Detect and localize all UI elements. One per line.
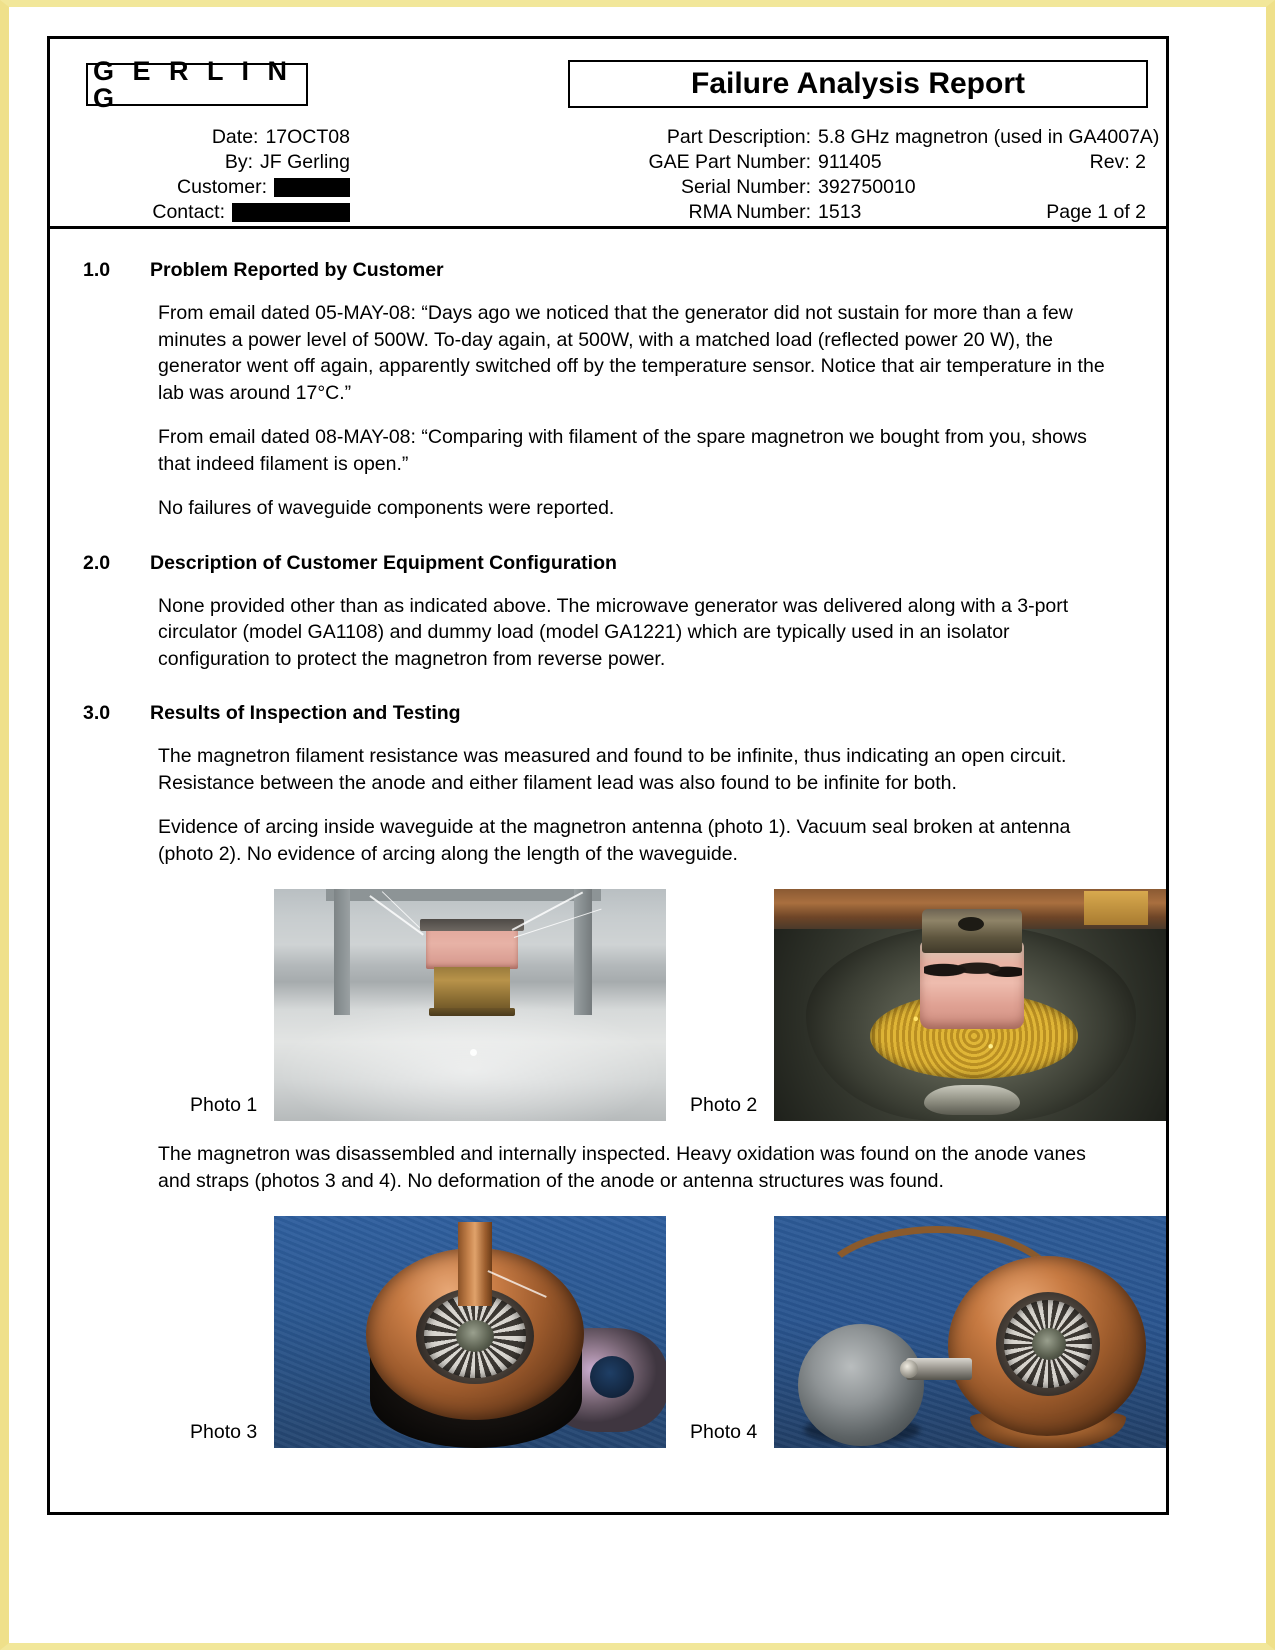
field-gae-part-number-label: GAE Part Number: — [648, 151, 811, 173]
page-title: Failure Analysis Report — [691, 67, 1025, 100]
field-part-description-label: Part Description: — [666, 126, 811, 148]
page-white-area — [9, 7, 1266, 1643]
field-by-label: By: — [224, 151, 254, 173]
header-left-fields — [50, 125, 350, 225]
section-2-title: Description of Customer Equipment Configuration — [150, 551, 617, 574]
field-customer-value — [274, 176, 350, 199]
section-3-title: Results of Inspection and Testing — [150, 702, 461, 724]
section-1-title: Problem Reported by Customer — [150, 259, 444, 281]
redaction-bar-customer — [274, 178, 350, 197]
field-date-value: 17OCT08 — [265, 126, 350, 148]
field-date-label: Date: — [211, 126, 259, 148]
header-right-fields — [350, 125, 1160, 225]
section-1 — [50, 259, 1166, 522]
field-rma-number-label: RMA Number: — [688, 201, 811, 223]
company-logo-text: G E R L I N G — [93, 55, 293, 113]
field-serial-number — [350, 175, 1150, 200]
section-1-paragraph-2: From email dated 08-MAY-08: “Comparing with filament of the spare magnetron we bought from you, shows that indeed filament is open.” — [158, 426, 1087, 475]
field-rma-number — [350, 200, 1150, 225]
section-3-number: 3.0 — [83, 702, 111, 724]
field-gae-part-number-value: 911405 — [818, 151, 882, 173]
section-2-paragraph-1: None provided other than as indicated above. The microwave generator was delivered along with a 3-port circulator (model GA1108) and dummy load (model GA1221) which are typically used in an isolator configuration to protect the magnetron from reverse power. — [158, 594, 1069, 670]
photo-4-caption: Photo 4 — [690, 1421, 758, 1443]
field-serial-number-value: 392750010 — [818, 176, 916, 198]
section-2 — [50, 552, 1166, 673]
field-by — [50, 150, 350, 175]
report-title-box — [568, 60, 1148, 108]
photo-3-image — [274, 1216, 666, 1448]
section-1-paragraph-1: From email dated 05-MAY-08: “Days ago we noticed that the generator did not sustain for more than a few minutes a power level of 500W. To-day again, at 500W, with a matched load (reflected power 20 W), the generator went off again, apparently switched off by the temperature sensor. Notice that air temperature in the lab was around 17°C.” — [158, 302, 1105, 404]
page-number: Page 1 of 2 — [1046, 201, 1146, 223]
field-contact-label: Contact: — [152, 201, 225, 223]
section-3-heading — [50, 702, 1166, 725]
field-contact — [50, 200, 350, 225]
section-3 — [50, 702, 1166, 1454]
section-1-number: 1.0 — [83, 259, 111, 281]
photo-1-block — [190, 889, 666, 1121]
document-frame — [47, 36, 1169, 1515]
photo-1-caption: Photo 1 — [190, 1094, 258, 1116]
field-date — [50, 125, 350, 150]
field-customer — [50, 175, 350, 200]
section-3-paragraph-1: The magnetron filament resistance was measured and found to be infinite, thus indicating an open circuit. Resistance between the anode and either filament lead was also found to be infinite for both. — [158, 745, 1067, 794]
field-by-value: JF Gerling — [260, 151, 350, 173]
section-1-heading — [50, 259, 1166, 282]
field-contact-value — [232, 201, 350, 224]
field-rma-number-value: 1513 — [818, 201, 862, 223]
field-part-description — [350, 125, 1160, 150]
field-rev: Rev: 2 — [1089, 151, 1146, 173]
field-gae-part-number — [350, 150, 1150, 175]
photo-2-block — [690, 889, 1166, 1121]
company-logo — [86, 55, 308, 113]
report-header — [50, 39, 1166, 229]
photo-2-image — [774, 889, 1166, 1121]
section-3-paragraph-2: Evidence of arcing inside waveguide at the magnetron antenna (photo 1). Vacuum seal broken at antenna (photo 2). No evidence of arcing along the length of the waveguide. — [158, 816, 1071, 865]
photo-row-2 — [50, 1216, 1166, 1454]
field-serial-number-label: Serial Number: — [680, 176, 811, 198]
photo-2-caption: Photo 2 — [690, 1094, 758, 1116]
section-2-heading — [50, 552, 1166, 575]
field-part-description-value: 5.8 GHz magnetron (used in GA4007A) — [818, 126, 1160, 148]
section-2-number: 2.0 — [83, 551, 111, 574]
photo-4-block — [690, 1216, 1166, 1448]
section-3-paragraph-3: The magnetron was disassembled and internally inspected. Heavy oxidation was found on the anode vanes and straps (photos 3 and 4). No deformation of the anode or antenna structures was found. — [158, 1143, 1086, 1192]
report-body — [50, 229, 1166, 1494]
section-1-paragraph-3: No failures of waveguide components were reported. — [158, 497, 615, 519]
field-customer-label: Customer: — [177, 176, 267, 198]
photo-3-block — [190, 1216, 666, 1448]
redaction-bar-contact — [232, 203, 350, 222]
photo-4-image — [774, 1216, 1166, 1448]
photo-1-image — [274, 889, 666, 1121]
photo-3-caption: Photo 3 — [190, 1421, 258, 1443]
photo-row-1 — [50, 889, 1166, 1127]
